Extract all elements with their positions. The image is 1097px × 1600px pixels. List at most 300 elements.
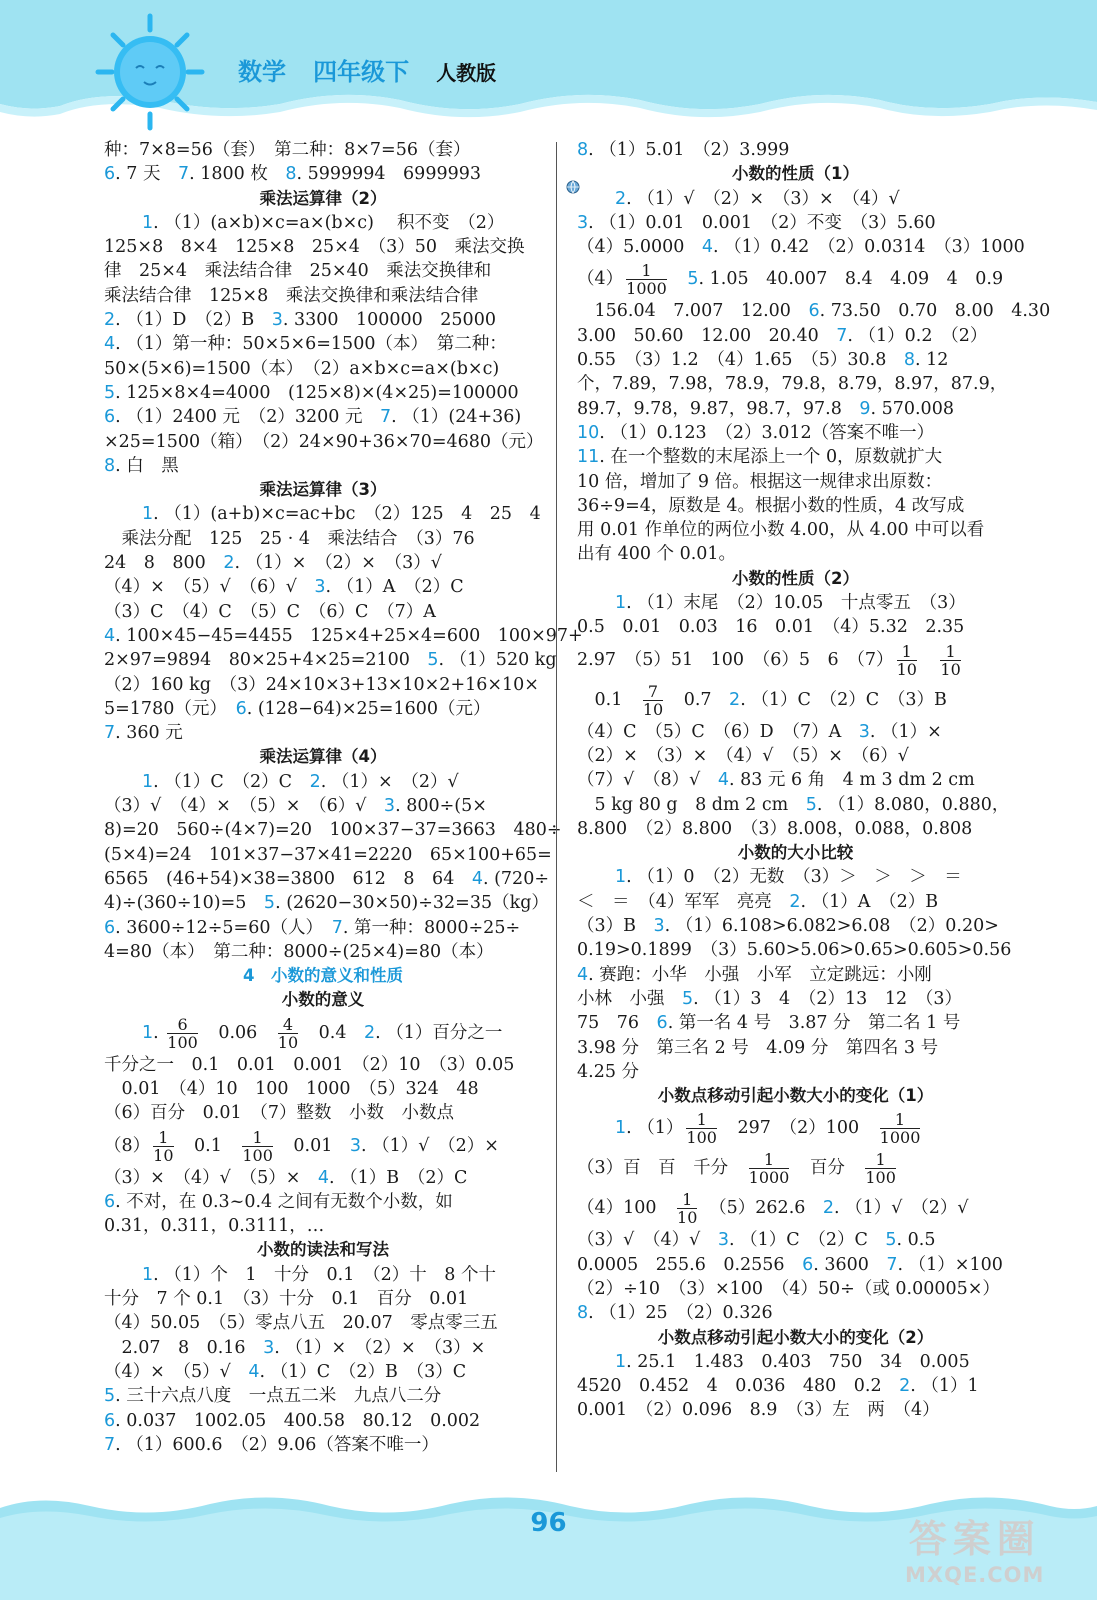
answer-line	[104, 430, 542, 454]
answer-line	[104, 162, 542, 186]
question-number: 3	[263, 1337, 275, 1358]
question-number: 2	[789, 891, 801, 912]
answer-text: （5）262.6	[700, 1198, 823, 1219]
answer-line	[104, 1053, 542, 1077]
answer-text: . 0.5	[896, 1230, 936, 1251]
answer-line	[104, 794, 542, 818]
answer-text: . 白 黑	[115, 455, 179, 476]
answer-text: . 不对，在 0.3~0.4 之间有无数个小数，如	[115, 1191, 453, 1212]
answer-line	[104, 284, 542, 308]
answer-text: 297 （2）100	[719, 1118, 877, 1139]
section-heading	[104, 964, 542, 988]
answer-line	[104, 1126, 542, 1166]
question-number: 2	[364, 1022, 376, 1043]
answer-text: . （1）C （2）C	[153, 771, 310, 792]
question-number: 5	[427, 650, 439, 671]
answer-text: . (2620−30×50)÷32=35（kg）	[275, 893, 549, 914]
fraction-numerator: 1	[749, 1151, 790, 1169]
answer-line	[577, 1301, 1014, 1325]
answer-text: . （1）√ （2）× （3）× （4）√	[626, 188, 900, 209]
answer-line	[577, 591, 1014, 615]
question-number: 2	[223, 553, 235, 574]
answer-line	[104, 1013, 542, 1053]
answer-line	[104, 697, 542, 721]
fraction-denominator: 1000	[626, 279, 667, 299]
answer-text: . （1）2400 元 （2）3200 元	[115, 407, 380, 428]
answer-text: 4)÷(360÷10)=5	[104, 893, 264, 914]
answer-line	[577, 890, 1014, 914]
answer-line	[104, 940, 542, 964]
fraction-denominator: 100	[686, 1128, 717, 1148]
answer-text: （4）	[577, 269, 624, 290]
answer-line	[104, 673, 542, 697]
answer-line	[104, 600, 542, 624]
question-number: 1	[142, 1022, 154, 1043]
answer-text: 0.55 （3）1.2 （4）1.65 （5）30.8	[577, 350, 904, 371]
answer-text: . 1.05 40.007 8.4 4.09 4 0.9	[698, 269, 1004, 290]
answer-line	[577, 720, 1014, 744]
answer-text: 乘法运算律（3）	[259, 480, 387, 500]
answer-text: 2×97=9894 80×25+4×25=2100	[104, 650, 428, 671]
answer-text: 5 kg 80 g 8 dm 2 cm	[577, 794, 806, 815]
answer-text: 0.4	[301, 1022, 364, 1043]
answer-line	[577, 235, 1025, 259]
question-number: 11	[577, 447, 600, 468]
answer-text: 小林 小强	[577, 988, 682, 1009]
answer-text: 50×(5×6)=1500（本） （2）a×b×c=a×(b×c)	[104, 358, 500, 379]
answer-line	[577, 470, 1014, 494]
answer-text: . （1）25 （2）0.326	[588, 1303, 773, 1324]
grade-label: 四年级下	[313, 58, 410, 86]
answer-line	[577, 1148, 1014, 1188]
answer-text: . （1）A （2）C	[325, 577, 464, 598]
answer-text: . （1）0.123 （2）3.012（答案不唯一）	[599, 422, 935, 443]
answer-text: 3.98 分 第三名 2 号 4.09 分 第四名 3 号	[577, 1037, 939, 1058]
answer-text: . 25.1 1.483 0.403 750 34 0.005	[626, 1351, 970, 1372]
answer-line	[577, 445, 1014, 469]
answer-line	[577, 1011, 1014, 1035]
answer-text: （4）100	[577, 1198, 675, 1219]
question-number: 3	[271, 310, 283, 331]
answer-line	[104, 1263, 542, 1287]
answer-line	[104, 357, 542, 381]
answer-text: （3）× （4）√ （5）×	[104, 1167, 318, 1188]
question-number: 8	[577, 1303, 589, 1324]
question-number: 4	[577, 964, 589, 985]
answer-line	[577, 542, 1014, 566]
answer-line	[104, 381, 542, 405]
question-number: 2	[822, 1198, 835, 1219]
answer-text: 36÷9=4，原数是 4。根据小数的性质，4 改写成	[577, 495, 965, 516]
answer-line	[104, 721, 542, 745]
question-number: 1	[615, 1351, 627, 1372]
answer-line	[577, 187, 1014, 211]
answer-text: 乘法分配 125 25 · 4 乘法结合 （3）76	[104, 528, 475, 549]
answer-text: . 800÷(5×	[395, 796, 487, 817]
answer-text: 乘法结合律 125×8 乘法交换律和乘法结合律	[104, 285, 479, 306]
answer-text: . （1）0.42 （2）0.0314 （3）1000	[713, 237, 1025, 258]
question-number: 6	[104, 1410, 116, 1431]
question-number: 6	[802, 1254, 814, 1275]
question-number: 4	[717, 770, 729, 791]
answer-text: . （1）3 4 （2）13 12 （3）	[693, 988, 962, 1009]
answer-text: 0.19>0.1899 （3）5.60>5.06>0.65>0.605>0.56	[577, 940, 1012, 961]
answer-line	[577, 680, 1014, 720]
answer-line	[104, 916, 542, 940]
question-number: 10	[577, 422, 600, 443]
fraction-denominator: 10	[642, 699, 664, 719]
answer-text: . （1）C （2）C （3）B	[740, 689, 947, 710]
answer-text: . 73.50 0.70 8.00 4.30	[819, 301, 1051, 322]
answer-text: 4=80（本） 第二种：8000÷(25×4)=80（本）	[104, 941, 494, 962]
question-number: 9	[859, 398, 871, 419]
answer-text: （3）√ （4）√	[577, 1230, 718, 1251]
fraction	[880, 1111, 921, 1146]
answer-line	[577, 1350, 1014, 1374]
answer-text: . 在一个整数的末尾添上一个 0，原数就扩大	[599, 447, 943, 468]
answer-line	[104, 575, 542, 599]
answer-text: . （1）C （2）B （3）C	[259, 1361, 467, 1382]
fraction	[686, 1111, 717, 1146]
answer-text: . （1）√ （2）√	[834, 1198, 969, 1219]
answer-text: . 83 元 6 角 4 m 3 dm 2 cm	[728, 770, 975, 791]
answer-text: 0.1	[176, 1135, 240, 1156]
fraction-numerator: 1	[940, 643, 960, 661]
answer-text: . 360 元	[115, 723, 183, 744]
answer-text: 24 8 800	[104, 553, 224, 574]
answer-text: . （1）百分之一	[375, 1022, 503, 1043]
answer-line	[577, 372, 1014, 396]
section-heading	[577, 1084, 1014, 1108]
answer-line	[104, 1077, 542, 1101]
question-number: 7	[836, 325, 848, 346]
answer-line	[104, 1409, 542, 1433]
section-heading	[577, 1326, 1014, 1350]
fraction-denominator: 10	[153, 1145, 174, 1165]
question-number: 2	[104, 310, 116, 331]
question-number: 1	[615, 593, 627, 614]
answer-text: 律 25×4 乘法结合律 25×40 乘法交换律和	[104, 261, 492, 282]
answer-text: （7）√ （8）√	[577, 770, 718, 791]
answer-text: 5=1780（元）	[104, 698, 236, 719]
answer-text: . 第一名 4 号 3.87 分 第二名 1 号	[667, 1013, 961, 1034]
answer-line	[104, 1287, 542, 1311]
question-number: 1	[142, 212, 154, 233]
fraction	[153, 1129, 173, 1164]
answer-line	[104, 770, 542, 794]
question-number: 5	[885, 1230, 897, 1251]
answer-line	[104, 1190, 542, 1214]
answer-line	[104, 1311, 542, 1335]
answer-text: （4）50.05 （5）零点八五 20.07 零点零三五	[104, 1313, 498, 1334]
header-title	[238, 52, 496, 87]
globe-icon	[566, 180, 580, 194]
fraction	[242, 1129, 273, 1164]
question-number: 1	[142, 1264, 154, 1285]
answer-text: 十分 7 个 0.1 （3）十分 0.1 百分 0.01	[104, 1289, 469, 1310]
fraction-numerator: 1	[242, 1129, 273, 1147]
answer-line	[577, 211, 1014, 235]
answer-text: 0.7	[666, 689, 730, 710]
answer-text: . 0.037 1002.05 400.58 80.12 0.002	[115, 1410, 481, 1431]
question-number: 4	[104, 625, 116, 646]
answer-line	[577, 1060, 1014, 1084]
answer-text: 千分之一 0.1 0.01 0.001 （2）10 （3）0.05	[104, 1054, 515, 1075]
answer-line	[104, 1166, 542, 1190]
answer-line	[104, 454, 542, 478]
fraction	[865, 1151, 896, 1186]
question-number: 8	[577, 140, 589, 160]
question-number: 1	[615, 1118, 627, 1139]
answer-line	[104, 551, 542, 575]
question-number: 6	[104, 1191, 116, 1212]
answer-line	[104, 891, 549, 915]
section-heading	[104, 478, 542, 502]
fraction	[749, 1151, 790, 1186]
answer-line	[104, 332, 542, 356]
answer-line	[577, 987, 1014, 1011]
answer-line	[577, 299, 1051, 323]
answer-text: . （1）520 kg	[438, 650, 557, 671]
answer-line	[577, 938, 1014, 962]
answer-line	[104, 1360, 542, 1384]
fraction-numerator: 1	[865, 1151, 896, 1169]
answer-text: 10 倍，增加了 9 倍。根据这一规律求出原数：	[577, 471, 943, 492]
section-heading	[577, 841, 1014, 865]
answer-text: . （1）(a×b)×c=a×(b×c) 积不变 （2）	[153, 212, 505, 233]
answer-text: （4）5.0000	[577, 237, 702, 258]
answer-line	[104, 648, 557, 672]
answer-line	[104, 1384, 542, 1408]
question-number: 7	[104, 1434, 116, 1455]
fraction	[677, 1191, 697, 1226]
question-number: 7	[379, 407, 392, 428]
answer-line	[577, 397, 1014, 421]
answer-text: . 第一种：8000÷25÷	[342, 917, 521, 938]
section-heading	[104, 187, 542, 211]
question-number: 3	[314, 577, 326, 598]
answer-text: 个，7.89，7.98，78.9，79.8，8.79，8.97，87.9，	[577, 374, 1008, 395]
subject-label: 数学	[238, 58, 286, 86]
answer-text: （2）160 kg （3）24×10×3+13×10×2+16×10×	[104, 674, 539, 695]
answer-text: . 570.008	[870, 398, 954, 419]
fraction-numerator: 1	[153, 1129, 173, 1147]
answer-text: 小数点移动引起小数大小的变化（2）	[657, 1327, 934, 1347]
watermark-url: MXQE.COM	[905, 1563, 1045, 1587]
fraction-denominator: 10	[896, 659, 917, 679]
answer-text: 乘法运算律（4）	[259, 747, 387, 767]
answer-text: 0.01	[275, 1135, 350, 1156]
answer-text: . 三十六点八度 一点五二米 九点八二分	[115, 1386, 442, 1407]
question-number: 8	[903, 350, 916, 371]
answer-text: 出有 400 个 0.01。	[577, 544, 737, 565]
answer-text: 0.31，0.311，0.3111，…	[104, 1216, 325, 1237]
answer-line	[104, 405, 542, 429]
answer-text: 75 76	[577, 1013, 657, 1034]
answer-line	[577, 817, 1014, 841]
fraction	[643, 683, 663, 718]
watermark	[905, 1508, 1044, 1587]
answer-text: 0.5 0.01 0.03 16 0.01 （4）5.32 2.35	[577, 617, 965, 638]
answer-text: 3.00 50.60 12.00 20.40	[577, 325, 837, 346]
fraction-denominator: 10	[677, 1208, 698, 1228]
header-banner	[0, 0, 1097, 135]
answer-line	[577, 518, 1014, 542]
answer-line	[577, 1374, 1014, 1398]
right-column	[577, 138, 1051, 1423]
question-number: 5	[805, 794, 817, 815]
question-number: 3	[383, 796, 396, 817]
answer-text: （4）C （5）C （6）D （7）A	[577, 721, 859, 742]
answer-text: . （1）6.108>6.082>6.08 （2）0.20>	[664, 916, 999, 937]
answer-line	[577, 138, 1014, 162]
answer-line	[577, 1228, 1014, 1252]
answer-text: （4）× （5）√ （6）√	[104, 577, 315, 598]
question-number: 2	[729, 689, 741, 710]
fraction-denominator: 100	[167, 1032, 198, 1052]
question-number: 4	[471, 868, 483, 889]
answer-text: . （1）×	[869, 721, 942, 742]
fraction-numerator: 1	[686, 1111, 717, 1129]
answer-text: 小数的性质（1）	[732, 164, 859, 184]
answer-text: 0.06	[200, 1022, 275, 1043]
question-number: 8	[104, 455, 116, 476]
answer-text: 6565 (46+54)×38=3800 612 8 64	[104, 868, 472, 889]
question-number: 4	[317, 1167, 330, 1188]
answer-text: . （1）8.080，0.880，	[816, 794, 1010, 815]
fraction-denominator: 1000	[879, 1128, 921, 1148]
answer-line	[104, 211, 542, 235]
answer-line	[577, 421, 1014, 445]
question-number: 6	[104, 407, 116, 428]
question-number: 3	[577, 212, 589, 233]
answer-line	[104, 502, 542, 526]
answer-text: . (720÷	[482, 868, 549, 889]
answer-line	[577, 1108, 1014, 1148]
question-number: 3	[349, 1135, 361, 1156]
answer-line	[104, 259, 542, 283]
section-heading	[104, 1238, 542, 1262]
answer-text: 125×8 8×4 125×8 25×4 （3）50 乘法交换	[104, 237, 525, 258]
question-number: 7	[104, 723, 116, 744]
edition-label: 人教版	[436, 61, 497, 85]
answer-line	[577, 259, 1014, 299]
question-number: 4	[701, 237, 714, 258]
answer-text: 156.04 7.007 12.00	[577, 301, 809, 322]
answer-text: （3）B	[577, 916, 654, 937]
answer-line	[577, 768, 1014, 792]
answer-text: 0.01 （4）10 100 1000 （5）324 48	[104, 1078, 479, 1099]
answer-text: . （1）0.01 0.001 （2）不变 （3）5.60	[588, 212, 936, 233]
section-heading	[104, 745, 542, 769]
answer-line	[577, 1253, 1014, 1277]
question-number: 2	[615, 188, 627, 209]
answer-text: . （1）600.6 （2）9.06（答案不唯一）	[115, 1434, 439, 1455]
answer-text: . （1）× （2）× （3）×	[274, 1337, 486, 1358]
answer-line	[577, 963, 1014, 987]
answer-line	[577, 1277, 1014, 1301]
answer-text: . (128−64)×25=1600（元）	[246, 698, 491, 719]
answer-line	[104, 867, 549, 891]
answer-text: 种：7×8=56（套） 第二种：8×7=56（套）	[104, 140, 471, 160]
answer-text: 2.07 8 0.16	[104, 1337, 264, 1358]
question-number: 5	[263, 893, 276, 914]
answer-text: . 赛跑：小华 小强 小军 立定跳远：小刚	[588, 964, 932, 985]
answer-text: 4 小数的意义和性质	[243, 966, 403, 986]
answer-line	[104, 1214, 542, 1238]
section-heading	[577, 162, 1014, 186]
answer-line	[577, 324, 1014, 348]
answer-text: . （1）√ （2）×	[361, 1135, 499, 1156]
answer-text: （3）百 百 千分	[577, 1158, 746, 1179]
fraction	[278, 1016, 298, 1051]
question-number: 7	[331, 917, 343, 938]
answer-text: 用 0.01 作单位的两位小数 4.00，从 4.00 中可以看	[577, 520, 985, 541]
page-number: 96	[530, 1508, 567, 1538]
answer-line	[104, 843, 552, 867]
fraction	[897, 643, 917, 678]
answer-text: . （1）个 1 十分 0.1 （2）十 8 个十	[153, 1264, 496, 1285]
answer-text: 8)=20 560÷(4×7)=20 100×37−37=3663 480÷	[104, 820, 562, 841]
answer-text: . 5999994 6999993	[296, 164, 481, 185]
fraction-numerator: 1	[677, 1191, 697, 1209]
answer-line	[104, 1101, 542, 1125]
fraction-denominator: 100	[865, 1168, 896, 1188]
answer-text: 2.97 （5）51 100 （6）5 6 （7）	[577, 649, 894, 670]
answer-text: 小数的读法和写法	[257, 1240, 389, 1260]
answer-line	[104, 1336, 542, 1360]
answer-text: . （1）×100	[897, 1254, 1003, 1275]
answer-text: （3）C （4）C （5）C （6）C （7）A	[104, 601, 436, 622]
answer-text: 89.7，9.78，9.87，98.7，97.8	[577, 398, 860, 419]
question-number: 4	[248, 1361, 260, 1382]
answer-text: 0.1	[577, 689, 640, 710]
answer-line	[104, 308, 542, 332]
answer-line	[104, 818, 562, 842]
answer-line	[104, 624, 583, 648]
fraction-numerator: 7	[643, 683, 663, 701]
answer-text: . （1）× （2）√	[320, 771, 459, 792]
question-number: 6	[104, 164, 116, 185]
answer-line	[577, 494, 1014, 518]
answer-line	[577, 348, 1014, 372]
answer-text: 4.25 分	[577, 1061, 640, 1082]
question-number: 5	[104, 1386, 116, 1407]
question-number: 4	[104, 334, 116, 355]
question-number: 5	[687, 269, 699, 290]
answer-text: 百分	[792, 1158, 863, 1179]
question-number: 5	[682, 988, 694, 1009]
answer-text: （4）× （5）√	[104, 1361, 249, 1382]
answer-text: . 1800 枚	[189, 164, 286, 185]
answer-text: . （1）(24+36)	[391, 407, 522, 428]
answer-text: （2）× （3）× （4）√ （5）× （6）√	[577, 745, 909, 766]
answer-text: . 3600	[813, 1254, 887, 1275]
fraction-numerator: 1	[880, 1111, 921, 1129]
answer-text: . （1）B （2）C	[329, 1167, 468, 1188]
answer-text: . （1）5.01 （2）3.999	[588, 140, 790, 160]
answer-text: . 3300 100000 25000	[282, 310, 496, 331]
column-divider	[556, 142, 557, 1472]
answer-text: 乘法运算律（2）	[259, 188, 387, 208]
left-column	[104, 138, 583, 1457]
answer-text: 8.800 （2）8.800 （3）8.008，0.088，0.808	[577, 818, 973, 839]
answer-text: . 7 天	[115, 164, 178, 185]
answer-text: . 125×8×4=4000 (125×8)×(4×25)=100000	[115, 382, 519, 403]
answer-line	[577, 1188, 1014, 1228]
question-number: 1	[142, 504, 154, 525]
watermark-logo-text: 答案圈	[908, 1517, 1041, 1561]
